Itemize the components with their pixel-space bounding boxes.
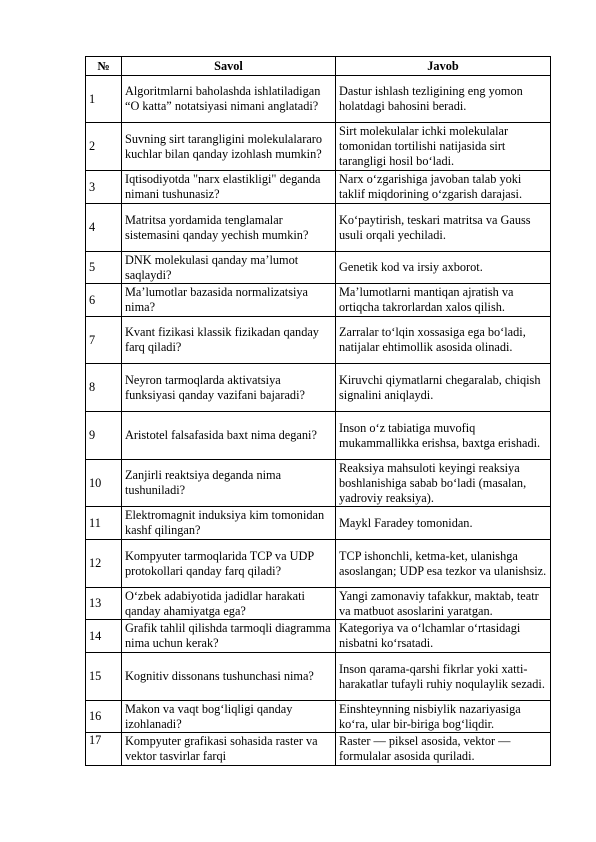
row-number: 10 [86,460,122,507]
row-number: 11 [86,507,122,540]
row-question: Maʼlumotlar bazasida normalizatsiya nima? [122,284,336,317]
row-number: 5 [86,252,122,284]
row-answer: Yangi zamonaviy tafakkur, maktab, teatr va matbuot asoslarini yaratgan. [336,588,551,620]
row-answer: Zarralar toʻlqin xossasiga ega boʻladi, natijalar ehtimollik asosida olinadi. [336,317,551,364]
header-answer: Javob [336,57,551,76]
row-number: 6 [86,284,122,317]
row-question: Iqtisodiyotda "narx elastikligi" deganda nimani tushunasiz? [122,171,336,204]
table-row [86,364,551,412]
row-number: 14 [86,620,122,653]
row-answer: Narx oʻzgarishiga javoban talab yoki taklif miqdorining oʻzgarish darajasi. [336,171,551,204]
row-number: 17 [86,733,122,766]
table-row [86,540,551,588]
row-question: Matritsa yordamida tenglamalar sistemasini qanday yechish mumkin? [122,204,336,252]
row-question: Grafik tahlil qilishda tarmoqli diagramma nima uchun kerak? [122,620,336,653]
table-row [86,733,551,766]
row-question: Suvning sirt tarangligini molekulalararo kuchlar bilan qanday izohlash mumkin? [122,123,336,171]
row-answer: Sirt molekulalar ichki molekulalar tomonidan tortilishi natijasida sirt tarangligi hosil boʻladi. [336,123,551,171]
table-row [86,252,551,284]
row-number: 9 [86,412,122,460]
row-question: Oʻzbek adabiyotida jadidlar harakati qanday ahamiyatga ega? [122,588,336,620]
row-number: 8 [86,364,122,412]
table-row [86,701,551,733]
qa-table [85,56,551,766]
row-question: Algoritmlarni baholashda ishlatiladigan “O katta” notatsiyasi nimani anglatadi? [122,76,336,123]
table-row [86,588,551,620]
table-row [86,76,551,123]
row-answer: Kategoriya va oʻlchamlar oʻrtasidagi nisbatni koʻrsatadi. [336,620,551,653]
row-question: Kognitiv dissonans tushunchasi nima? [122,653,336,701]
row-answer: Kiruvchi qiymatlarni chegaralab, chiqish signalini aniqlaydi. [336,364,551,412]
table-row [86,204,551,252]
row-question: Kvant fizikasi klassik fizikadan qanday farq qiladi? [122,317,336,364]
row-answer: Einshteynning nisbiylik nazariyasiga koʻra, ular bir-biriga bogʻliqdir. [336,701,551,733]
row-answer: Koʻpaytirish, teskari matritsa va Gauss usuli orqali yechiladi. [336,204,551,252]
row-answer: Dastur ishlash tezligining eng yomon holatdagi bahosini beradi. [336,76,551,123]
header-question: Savol [122,57,336,76]
row-number: 3 [86,171,122,204]
table-row [86,317,551,364]
table-row [86,653,551,701]
table-row [86,412,551,460]
row-number: 12 [86,540,122,588]
row-answer: Reaksiya mahsuloti keyingi reaksiya boshlanishiga sabab boʻladi (masalan, yadroviy reaksiya). [336,460,551,507]
row-question: Neyron tarmoqlarda aktivatsiya funksiyasi qanday vazifani bajaradi? [122,364,336,412]
row-answer: Inson qarama-qarshi fikrlar yoki xatti-harakatlar tufayli ruhiy noqulaylik sezadi. [336,653,551,701]
header-number: № [86,57,122,76]
row-answer: Maʼlumotlarni mantiqan ajratish va ortiqcha takrorlardan xalos qilish. [336,284,551,317]
row-question: Zanjirli reaktsiya deganda nima tushuniladi? [122,460,336,507]
row-question: DNK molekulasi qanday maʼlumot saqlaydi? [122,252,336,284]
table-header-row [86,57,551,76]
row-question: Elektromagnit induksiya kim tomonidan kashf qilingan? [122,507,336,540]
row-question: Kompyuter grafikasi sohasida raster va vektor tasvirlar farqi [122,733,336,766]
row-question: Aristotel falsafasida baxt nima degani? [122,412,336,460]
row-question: Kompyuter tarmoqlarida TCP va UDP protokollari qanday farq qiladi? [122,540,336,588]
table-row [86,123,551,171]
row-answer: Raster — piksel asosida, vektor — formulalar asosida quriladi. [336,733,551,766]
row-answer: Inson oʻz tabiatiga muvofiq mukammallikka erishsa, baxtga erishadi. [336,412,551,460]
row-number: 2 [86,123,122,171]
row-number: 4 [86,204,122,252]
row-number: 13 [86,588,122,620]
table-row [86,284,551,317]
row-number: 16 [86,701,122,733]
row-number: 7 [86,317,122,364]
table-row [86,507,551,540]
row-number: 1 [86,76,122,123]
row-answer: Maykl Faradey tomonidan. [336,507,551,540]
table-row [86,620,551,653]
row-answer: TCP ishonchli, ketma-ket, ulanishga asoslangan; UDP esa tezkor va ulanishsiz. [336,540,551,588]
table-row [86,171,551,204]
row-question: Makon va vaqt bogʻliqligi qanday izohlanadi? [122,701,336,733]
row-number: 15 [86,653,122,701]
row-answer: Genetik kod va irsiy axborot. [336,252,551,284]
table-row [86,460,551,507]
